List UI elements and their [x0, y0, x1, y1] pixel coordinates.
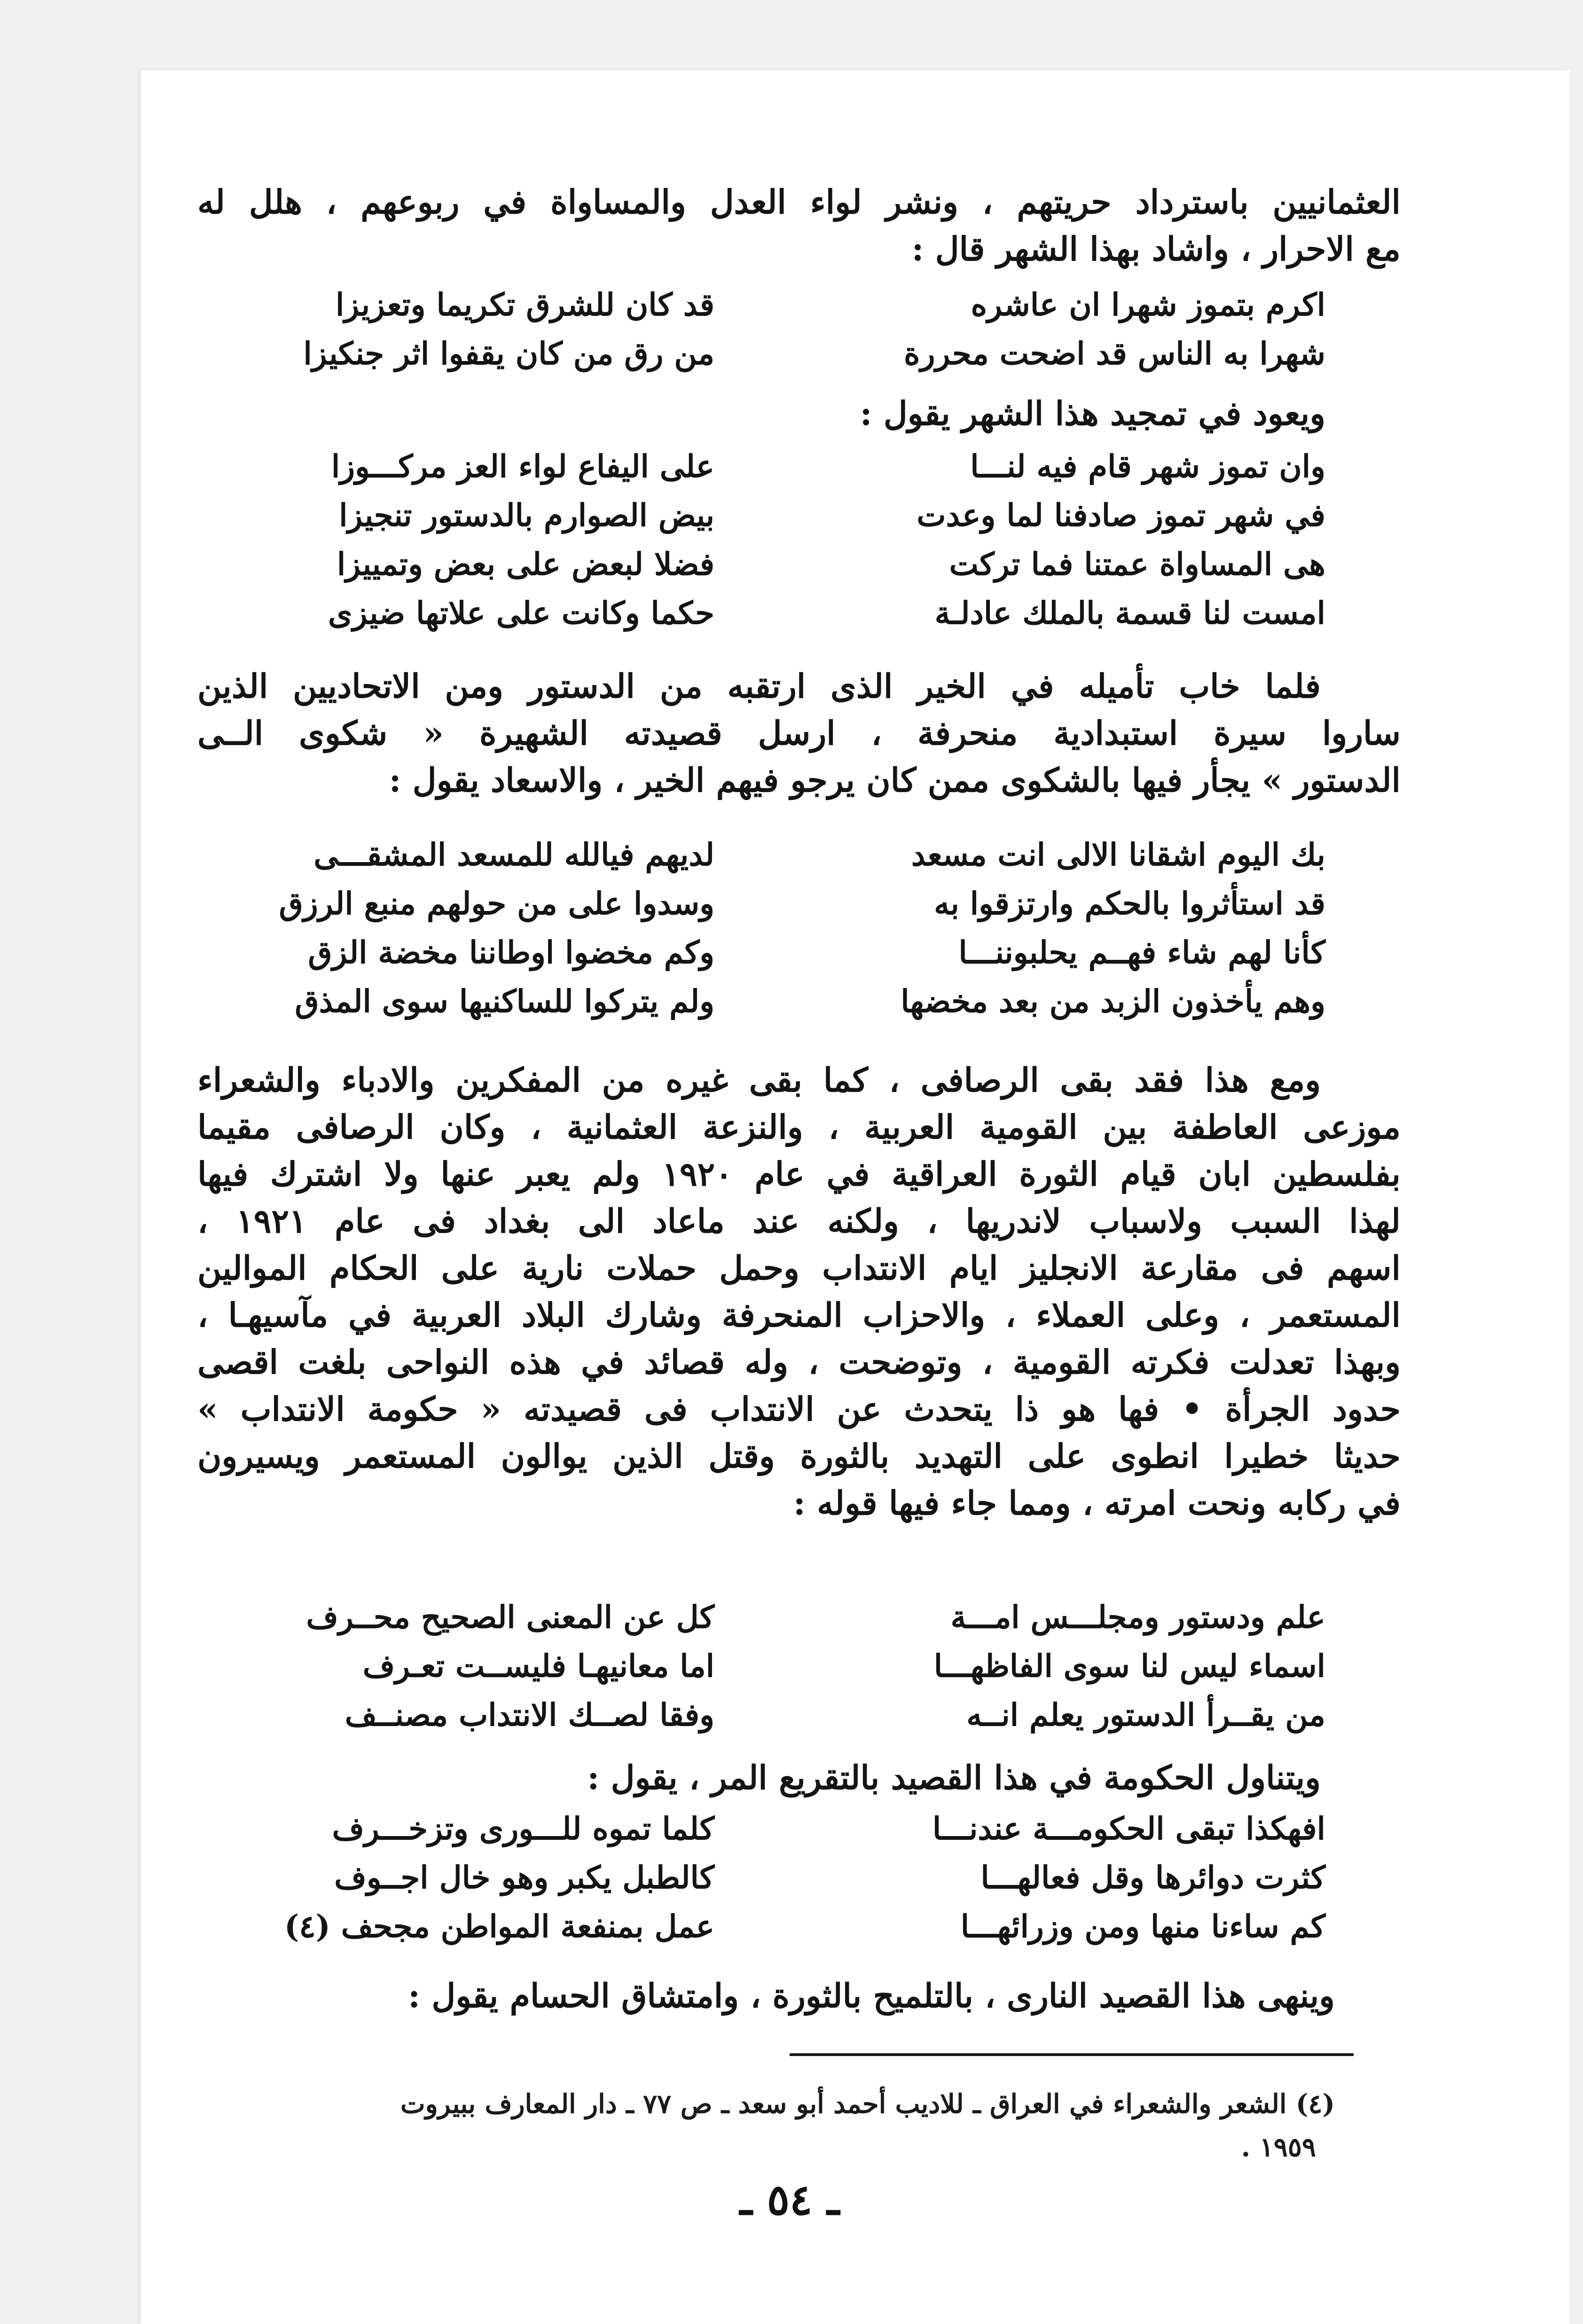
verse-row [197, 928, 1401, 977]
verse-second-hemistich: فضلا لبعض على بعض وتمييزا [337, 546, 714, 582]
verse-first-hemistich: في شهر تموز صادفنا لما وعدت [917, 497, 1325, 534]
verse-first-hemistich: كثرت دوائرها وقل فعالهـــا [980, 1859, 1325, 1896]
poem-block-government [197, 1804, 1401, 1951]
text-line: المستعمر ، وعلى العملاء ، والاحزاب المنحرفة وشارك البلاد العربية في مآسيهـا ، [197, 1295, 1401, 1335]
verse-second-hemistich: وسدوا على من حولهم منبع الرزق [279, 885, 714, 922]
verse-row [197, 1902, 1401, 1951]
text-line: موزعى العاطفة بين القومية العربية ، والنزعة العثمانية ، وكان الرصافى مقيما [197, 1107, 1401, 1146]
verse-row [197, 1690, 1401, 1739]
verse-first-hemistich: قد استأثروا بالحكم وارتزقوا به [934, 885, 1325, 922]
poem-block-constitution [197, 830, 1401, 1026]
verse-row [197, 879, 1401, 928]
verse-second-hemistich: كالطبل يكبر وهو خال اجــوف [334, 1859, 714, 1896]
verse-second-hemistich: بيض الصوارم بالدستور تنجيزا [339, 497, 714, 534]
verse-second-hemistich: ولم يتركوا للساكنيها سوى المذق [295, 983, 714, 1020]
paragraph-opening [197, 179, 1401, 273]
verse-first-hemistich: امست لنا قسمة بالملك عادلـة [934, 595, 1325, 631]
intro-line-5 [197, 1754, 1401, 1801]
verse-first-hemistich: بك اليوم اشقانا الالى انت مسعد [911, 836, 1325, 873]
verse-second-hemistich: لديهم فيالله للمسعد المشقـــى [313, 836, 714, 873]
verse-second-hemistich: عمل بمنفعة المواطن مجحف (٤) [284, 1908, 714, 1945]
closing-line [197, 1972, 1401, 2019]
text-line: ويتناول الحكومة في هذا القصيد بالتقريع المر ، يقول : [587, 1758, 1321, 1797]
verse-second-hemistich: من رق من كان يقفوا اثر جنكيزا [303, 335, 714, 372]
text-line: اسهم فى مقارعة الانجليز ايام الانتداب وحمل حملات نارية على الحكام الموالين [197, 1248, 1401, 1288]
footnote [197, 2082, 1335, 2169]
verse-row [197, 540, 1401, 589]
text-line: ومع هذا فقد بقى الرصافى ، كما بقى غيره من المفكرين والادباء والشعراء [197, 1060, 1321, 1099]
verse-second-hemistich: قد كان للشرق تكريما وتعزيزا [335, 286, 714, 323]
verse-first-hemistich: علم ودستور ومجلـــس امـــة [950, 1599, 1325, 1635]
verse-first-hemistich: اكرم بتموز شهرا ان عاشره [971, 286, 1325, 323]
footnote-divider [790, 2053, 1354, 2056]
footnote-line: (٤) الشعر والشعراء في العراق ـ للاديب أحمد أبو سعد ـ ص ٧٧ ـ دار المعارف ببيروت [400, 2088, 1335, 2120]
text-line: حديثا خطيرا انطوى على التهديد بالثورة وقتل الذين يوالون المستعمر ويسيرون [197, 1437, 1401, 1476]
paragraph-rusafi [197, 1057, 1401, 1527]
text-line: ويعود في تمجيد هذا الشهر يقول : [860, 394, 1325, 433]
verse-first-hemistich: هى المساواة عمتنا فما تركت [949, 546, 1325, 582]
paragraph-complaint [197, 663, 1401, 804]
text-line: حدود الجرأة • فها هو ذا يتحدث عن الانتداب فى قصيدته « حكومة الانتداب » [197, 1390, 1401, 1429]
verse-second-hemistich: اما معانيهـا فليســت تعـرف [362, 1648, 714, 1684]
verse-second-hemistich: على اليفاع لواء العز مركـــوزا [331, 448, 714, 485]
footnote-line: ١٩٥٩ . [1241, 2132, 1316, 2163]
page-number: ـ ٥٤ ـ [739, 2175, 840, 2225]
text-line: العثمانيين باسترداد حريتهم ، ونشر لواء العدل والمساواة في ربوعهم ، هلل له [197, 182, 1401, 221]
verse-first-hemistich: وهم يأخذون الزبد من بعد مخضها [901, 983, 1325, 1020]
verse-row [197, 1593, 1401, 1641]
text-line: الدستور » يجأر فيها بالشكوى ممن كان يرجو فيهم الخير ، والاسعاد يقول : [389, 761, 1401, 800]
verse-first-hemistich: كم ساءنا منها ومن وزرائهـــا [960, 1908, 1325, 1945]
verse-second-hemistich: كل عن المعنى الصحيح محــرف [306, 1599, 714, 1635]
poem-block-tammuz-2 [197, 442, 1401, 637]
verse-first-hemistich: من يقــرأ الدستور يعلم انــه [966, 1696, 1325, 1733]
intro-line-2 [197, 390, 1401, 437]
text-line: ساروا سيرة استبدادية منحرفة ، ارسل قصيدته الشهيرة « شكوى الــى [197, 714, 1401, 753]
text-line: لهذا السبب ولاسباب لاندريها ، ولكنه عند ماعاد الى بغداد فى عام ١٩٢١ ، [197, 1201, 1401, 1241]
verse-row [197, 1804, 1401, 1853]
verse-first-hemistich: وان تموز شهر قام فيه لنـــا [970, 448, 1325, 485]
poem-block-tammuz-1 [197, 280, 1401, 378]
verse-row [197, 830, 1401, 879]
verse-second-hemistich: وكم مخضوا اوطاننا مخضة الزق [308, 934, 714, 971]
verse-row [197, 329, 1401, 378]
verse-first-hemistich: افهكذا تبقى الحكومـــة عندنـــا [932, 1810, 1325, 1847]
text-line: وبهذا تعدلت فكرته القومية ، وتوضحت ، وله قصائد في هذه النواحى بلغت اقصى [197, 1343, 1401, 1382]
verse-first-hemistich: اسماء ليس لنا سوى الفاظهـــا [933, 1648, 1325, 1684]
verse-first-hemistich: كأنا لهم شاء فهــم يحلبوننـــا [958, 934, 1325, 971]
verse-row [197, 491, 1401, 540]
verse-second-hemistich: كلما تموه للـــورى وتزخـــرف [332, 1810, 714, 1847]
text-line: مع الاحرار ، واشاد بهذا الشهر قال : [911, 229, 1401, 268]
verse-second-hemistich: وفقا لصــك الانتداب مصنــف [345, 1696, 714, 1733]
text-line: بفلسطين ابان قيام الثورة العراقية في عام ١٩٢٠ ولم يعبر عنها ولا اشترك فيها [197, 1154, 1401, 1193]
poem-block-mandate [197, 1593, 1401, 1739]
text-line: وينهى هذا القصيد النارى ، بالتلميح بالثورة ، وامتشاق الحسام يقول : [408, 1976, 1335, 2015]
text-line: فلما خاب تأميله في الخير الذى ارتقبه من الدستور ومن الاتحاديين الذين [197, 667, 1321, 706]
verse-first-hemistich: شهرا به الناس قد اضحت محررة [904, 335, 1325, 372]
verse-row [197, 589, 1401, 637]
verse-row [197, 977, 1401, 1026]
text-line: في ركابه ونحت امرته ، ومما جاء فيها قوله : [793, 1484, 1401, 1523]
verse-row [197, 1641, 1401, 1690]
verse-second-hemistich: حكما وكانت على علاتها ضيزى [328, 595, 714, 631]
verse-row [197, 280, 1401, 329]
verse-row [197, 442, 1401, 491]
verse-row [197, 1853, 1401, 1902]
